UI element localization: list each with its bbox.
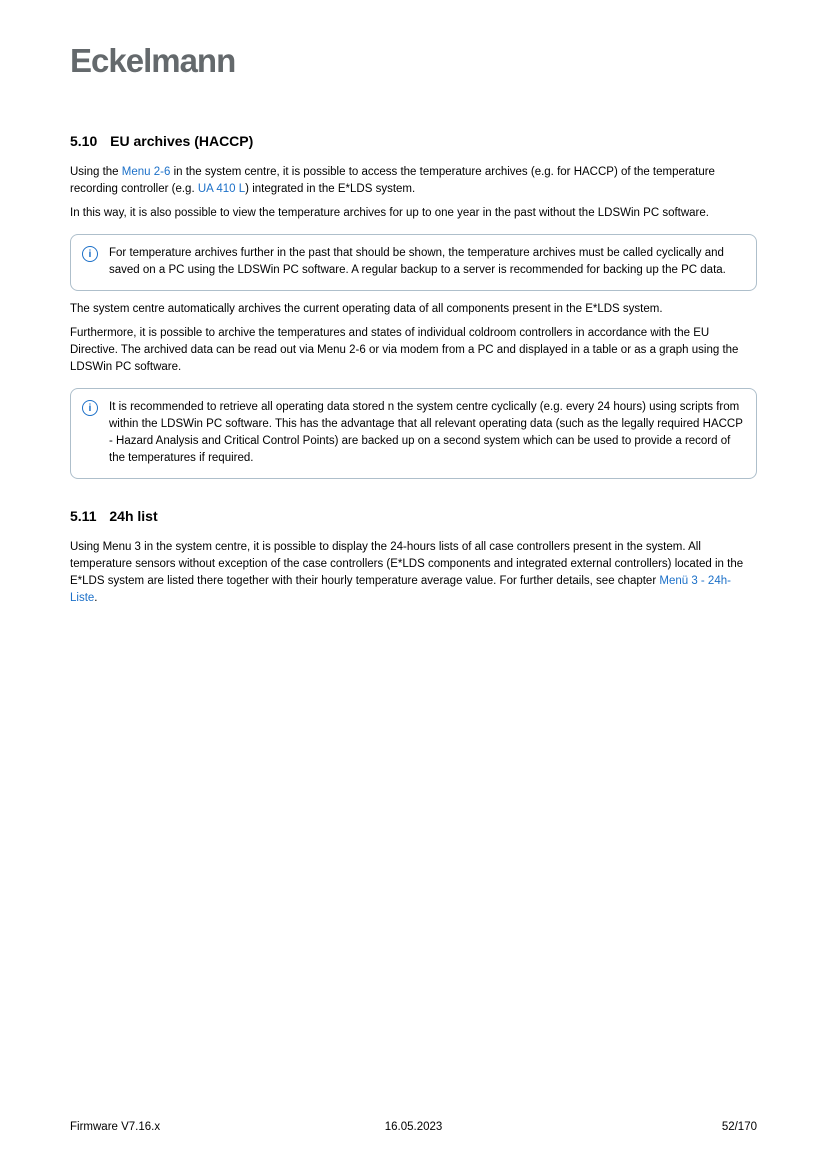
section-number: 5.11 xyxy=(70,508,97,525)
paragraph-one-year-archives: In this way, it is also possible to view the temperature archives for up to one year in the past without the LDSWin PC software. xyxy=(70,207,709,220)
text-run: Using the xyxy=(70,166,122,179)
section-number: 5.10 xyxy=(70,133,98,149)
link-menu-3-24h-liste[interactable]: Menü 3 - 24h-Liste xyxy=(70,574,731,604)
text-run: Using Menu 3 in the system centre, it is possible to display the 24-hours lists of all case controllers present in the system. All temperature sensors without exception of the case controllers (E*LDS components and integrated external controllers) located in the E*LDS system are listed there together with their hourly temperature average value. For further details, see chapter xyxy=(70,540,744,587)
info-note-backup xyxy=(70,234,757,291)
note-text: It is recommended to retrieve all operating data stored n the system centre cyclically (e.g. every 24 hours) using scripts from within the LDSWin PC software. This has the advantage that all relevant operating data (such as the legally required HACCP - Hazard Analysis and Critical Control Points) are backed up on a second system which can be used to provide a record of the temperatures if required. xyxy=(109,401,743,465)
paragraph-eu-directive: Furthermore, it is possible to archive the temperatures and states of individual coldroom controllers in accordance with the EU Directive. The archived data can be read out via Menu 2-6 or via modem from a PC and displayed in a table or as a graph using the LDSWin PC software. xyxy=(70,327,739,374)
info-icon: i xyxy=(82,246,98,262)
info-note-scripts xyxy=(70,388,757,479)
section-heading-5-11 xyxy=(70,509,757,524)
paragraph-auto-archive: The system centre automatically archives the current operating data of all components present in the E*LDS system. xyxy=(70,303,663,316)
info-icon: i xyxy=(82,400,98,416)
eckelmann-logo: Eckelmann xyxy=(70,42,236,79)
link-menu-2-6[interactable]: Menu 2-6 xyxy=(121,166,171,179)
paragraph-24h-list xyxy=(70,539,757,607)
text-run: . xyxy=(94,591,98,604)
text-run: ) integrated in the E*LDS system. xyxy=(245,183,416,196)
section-heading-5-10 xyxy=(70,134,757,149)
note-text: For temperature archives further in the past that should be shown, the temperature archives must be called cyclically and saved on a PC using the LDSWin PC software. A regular backup to a server is recommended for backing up the PC data. xyxy=(109,247,726,277)
footer-page-number: 52/170 xyxy=(721,1121,757,1133)
footer-firmware-version: Firmware V7.16.x xyxy=(70,1121,161,1133)
paragraph-eu-intro xyxy=(70,164,757,198)
text-run: in the system centre, it is possible to access the temperature archives (e.g. for HACCP) of the temperature recording controller (e.g. xyxy=(70,166,715,196)
link-ua-410-l[interactable]: UA 410 L xyxy=(197,183,246,196)
section-title: EU archives (HACCP) xyxy=(110,133,254,149)
page-footer xyxy=(70,1121,757,1133)
section-title: 24h list xyxy=(109,508,158,525)
footer-date: 16.05.2023 xyxy=(384,1121,443,1133)
